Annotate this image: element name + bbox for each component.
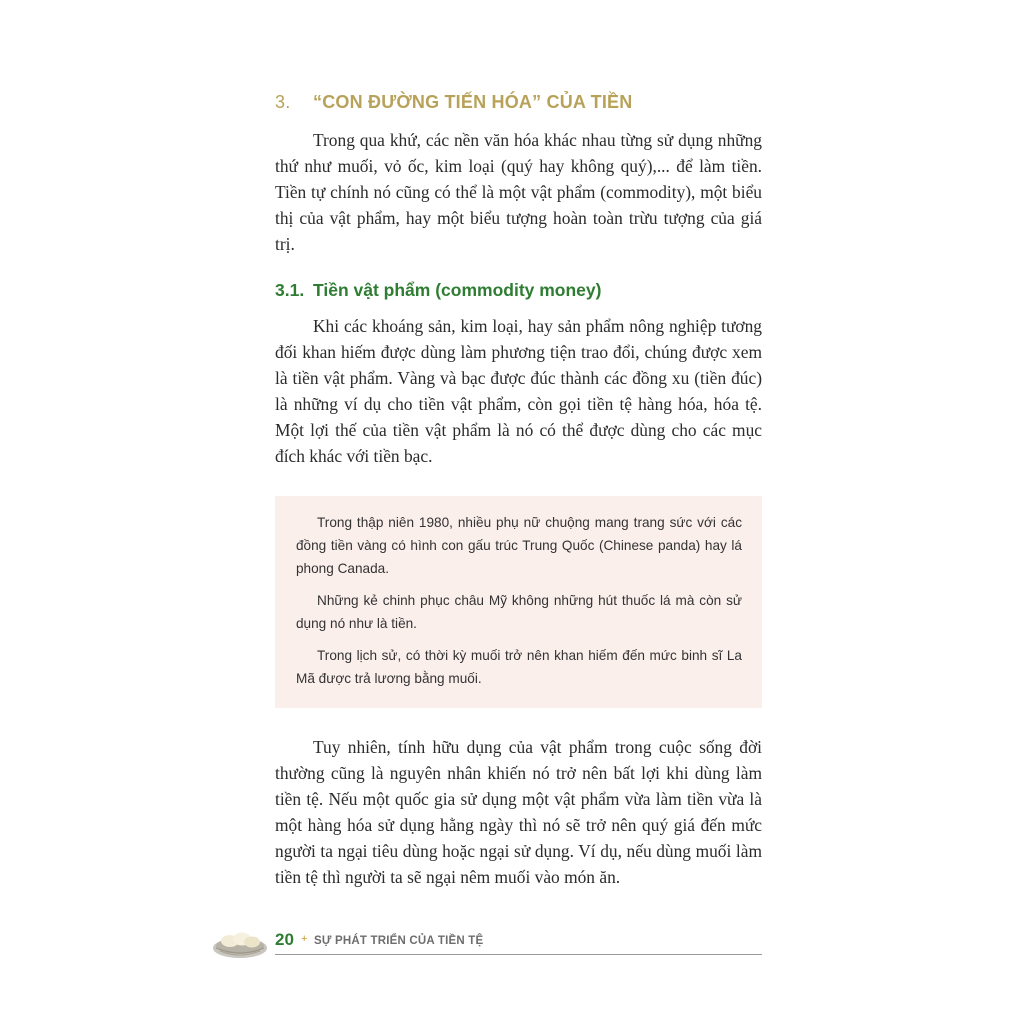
section-number: 3.	[275, 92, 291, 112]
footer-divider	[275, 954, 762, 955]
nest-illustration-icon	[212, 924, 268, 960]
section-title: “CON ĐƯỜNG TIẾN HÓA” CỦA TIỀN	[313, 92, 633, 112]
section-heading	[275, 92, 762, 113]
subsection-body-paragraph: Khi các khoáng sản, kim loại, hay sản phẩm nông nghiệp tương đối khan hiếm được dùng làm phương tiện trao đổi, chúng được xem là tiền vật phẩm. Vàng và bạc được đúc thành các đồng xu (tiền đúc) là những ví dụ cho tiền vật phẩm, còn gọi tiền tệ hàng hóa, hóa tệ. Một lợi thế của tiền vật phẩm là nó có thể được dùng cho các mục đích khác với tiền bạc.	[275, 316, 762, 466]
page-number: 20	[275, 930, 294, 949]
subsection-number: 3.1.	[275, 280, 305, 300]
callout-paragraph: Những kẻ chinh phục châu Mỹ không những hút thuốc lá mà còn sử dụng nó như là tiền.	[296, 593, 742, 631]
subsection-title: Tiền vật phẩm (commodity money)	[313, 280, 602, 300]
running-title: SỰ PHÁT TRIỂN CỦA TIỀN TỆ	[314, 935, 484, 947]
footer-bullet: +	[301, 933, 308, 945]
callout-paragraph: Trong lịch sử, có thời kỳ muối trở nên khan hiếm đến mức binh sĩ La Mã được trả lương bằng muối.	[296, 648, 742, 686]
callout-paragraph: Trong thập niên 1980, nhiều phụ nữ chuộng mang trang sức với các đồng tiền vàng có hình con gấu trúc Trung Quốc (Chinese panda) hay lá phong Canada.	[296, 515, 742, 576]
subsection-heading	[275, 280, 762, 301]
trivia-callout-box	[275, 496, 762, 708]
closing-paragraph: Tuy nhiên, tính hữu dụng của vật phẩm trong cuộc sống đời thường cũng là nguyên nhân khiến nó trở nên bất lợi khi dùng làm tiền tệ. Nếu một quốc gia sử dụng một vật phẩm vừa làm tiền vừa là một hàng hóa sử dụng hằng ngày thì nó sẽ trở nên quý giá đến mức người ta ngại tiêu dùng hoặc ngại sử dụng. Ví dụ, nếu dùng muối làm tiền tệ thì người ta sẽ ngại nêm muối vào món ăn.	[275, 737, 762, 887]
intro-paragraph: Trong qua khứ, các nền văn hóa khác nhau từng sử dụng những thứ như muối, vỏ ốc, kim loại (quý hay không quý),... để làm tiền. Tiền tự chính nó cũng có thể là một vật phẩm (commodity), một biểu thị của vật phẩm, hay một biểu tượng hoàn toàn trừu tượng của giá trị.	[275, 130, 762, 254]
page-footer	[212, 920, 762, 962]
